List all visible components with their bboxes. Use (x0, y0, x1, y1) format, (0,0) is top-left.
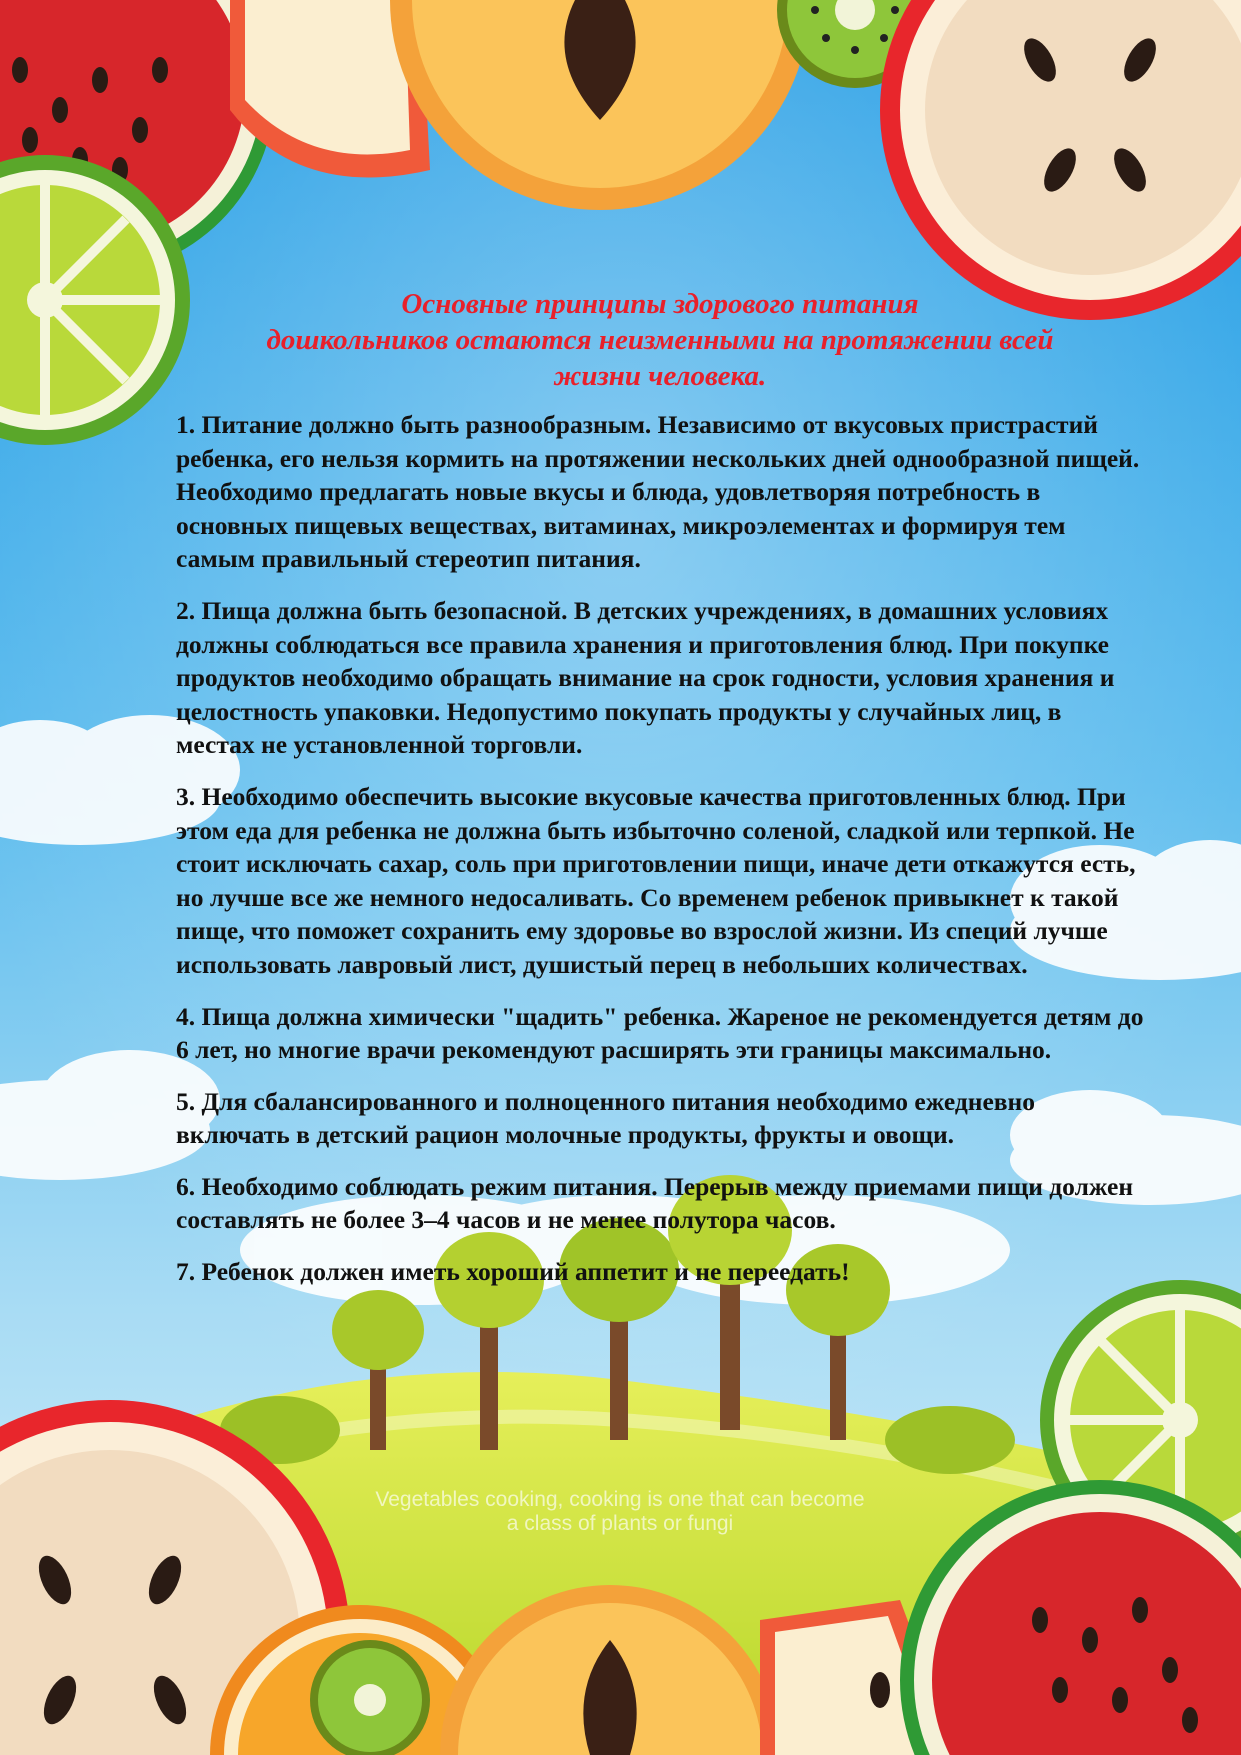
principle-3: 3. Необходимо обеспечить высокие вкусовые качества приготовленных блюд. При этом еда для ребенка не должна быть избыточно соленой, сладкой или терпкой. Не стоит исключать сахар, соль при приготовлении пищи, иначе дети откажутся есть, но лучше все же немного недосаливать. Со временем ребенок привыкнет к такой пище, что поможет сохранить ему здоровье во взрослой жизни. Из специй лучше использовать лавровый лист, душистый перец в небольших количествах. (176, 781, 1136, 979)
page-title (176, 286, 1144, 394)
watermark-line-2: a class of plants or fungi (506, 1512, 734, 1535)
kiwi-bottom (310, 1640, 430, 1755)
text-content (176, 286, 1144, 1307)
principle-7: 7. Ребенок должен иметь хороший аппетит и не переедать! (176, 1257, 850, 1287)
title-line-1: Основные принципы здорового питания (401, 288, 919, 320)
watermark-line-1: Vegetables cooking, cooking is one that can become (375, 1488, 865, 1511)
title-line-2: дошкольников остаются неизменными на протяжении всей (266, 324, 1054, 356)
principle-1: 1. Питание должно быть разнообразным. Независимо от вкусовых пристрастий ребенка, его нельзя кормить на протяжении нескольких дней однообразной пищей. Необходимо предлагать новые вкусы и блюда, удовлетворяя потребность в основных пищевых веществах, витаминах, микроэлементах и формируя тем самым правильный стереотип питания. (176, 410, 1140, 574)
title-line-3: жизни человека. (553, 360, 767, 392)
principle-4: 4. Пища должна химически "щадить" ребенка. Жареное не рекомендуется детям до 6 лет, но многие врачи рекомендуют расширять эти границы максимально. (176, 1001, 1144, 1065)
principle-2: 2. Пища должна быть безопасной. В детских учреждениях, в домашних условиях должны соблюдаться все правила хранения и приготовления блюд. При покупке продуктов необходимо обращать внимание на срок годности, условия хранения и целостность упаковки. Недопустимо покупать продукты у случайных лиц, в местах не установленной торговли. (176, 595, 1115, 760)
principle-5: 5. Для сбалансированного и полноценного питания необходимо ежедневно включать в детский рацион молочные продукты, фрукты и овощи. (176, 1086, 1035, 1150)
watermark-text (320, 1488, 920, 1536)
principle-6: 6. Необходимо соблюдать режим питания. Перерыв между приемами пищи должен составлять не более 3–4 часов и не менее полутора часов. (176, 1171, 1134, 1235)
